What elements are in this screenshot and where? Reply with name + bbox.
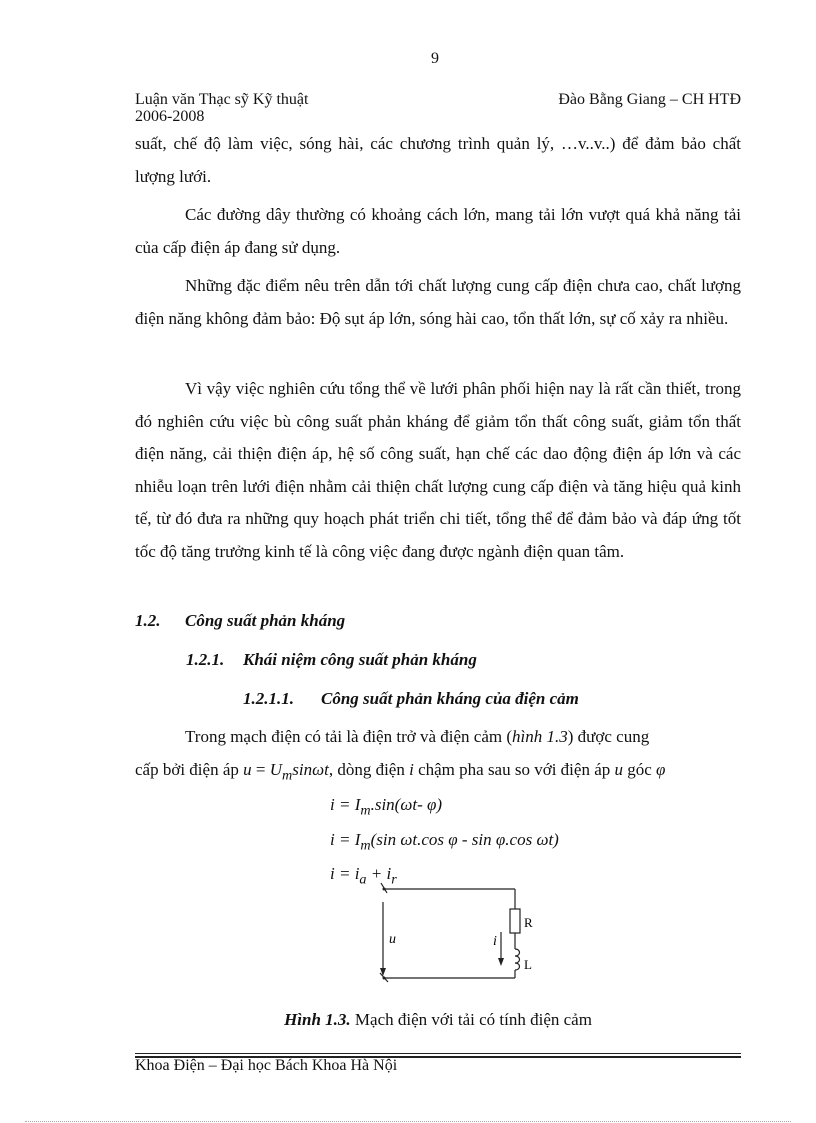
page-number: 9 [431, 50, 439, 67]
paragraph-1: suất, chế độ làm việc, sóng hài, các chương trình quản lý, …v..v..) để đảm bảo chất lượng lưới. [135, 134, 741, 186]
figure-caption: Hình 1.3. Mạch điện với tải có tính điện cảm [284, 1010, 592, 1029]
circuit-diagram [370, 880, 550, 990]
page-edge-dots [25, 1121, 791, 1122]
equation-2: $i = I_m(\sin$ ωt.cos φ - sin φ.cos ωt) [330, 830, 559, 854]
label-i: i [493, 934, 497, 949]
heading-1-2: 1.2. Công suất phản kháng [135, 611, 346, 630]
resistor-symbol [510, 909, 520, 933]
header-right: Đào Bằng Giang – CH HTĐ [558, 91, 741, 108]
paragraph-3: Những đặc điểm nêu trên dẫn tới chất lượng cung cấp điện chưa cao, chất lượng điện năng không đảm bảo: Độ sụt áp lớn, sóng hài cao, tổn thất lớn, sự cố xảy ra nhiều. [135, 276, 741, 328]
inductor-symbol [515, 949, 520, 970]
label-L: L [524, 957, 532, 972]
label-R: R [524, 915, 533, 930]
heading-1-2-1-1: 1.2.1.1. Công suất phản kháng của điện cảm [243, 689, 579, 708]
paragraph-2: Các đường dây thường có khoảng cách lớn, mang tải lớn vượt quá khả năng tải của cấp điện áp đang sử dụng. [135, 205, 741, 257]
header-years: 2006-2008 [135, 108, 205, 125]
footer-divider [135, 1053, 741, 1054]
paragraph-5: Trong mạch điện có tải là điện trở và điện cảm (hình 1.3) được cung cấp bởi điện áp $u = U_m\sin\omega t$, dòng điện i chậm pha sau so với điện áp u góc φ [135, 727, 666, 783]
heading-1-2-1: 1.2.1. Khái niệm công suất phản kháng [186, 650, 477, 669]
equation-1: $i = I_m.\sin(\omega t-$ φ) [330, 795, 443, 819]
equation-3: $i = i_a + i_r$ [330, 864, 397, 888]
paragraph-4: Vì vậy việc nghiên cứu tổng thể về lưới phân phối hiện nay là rất cần thiết, trong đó nghiên cứu việc bù công suất phản kháng để giảm tổn thất công suất, giảm tổn thất điện năng, cải thiện điện áp, hệ số công suất, hạn chế các dao động điện áp lớn và các nhiễu loạn trên lưới điện nhằm cải thiện chất lượng cung cấp điện và tăng hiệu quả kinh tế, từ đó đưa ra những quy hoạch phát triển chi tiết, tổng thể để đảm bảo và đáp ứng tốt tốc độ tăng trưởng kinh tế là công việc đang được ngành điện quan tâm. [135, 379, 741, 561]
header-left: Luận văn Thạc sỹ Kỹ thuật [135, 91, 309, 108]
footer-text: Khoa Điện – Đại học Bách Khoa Hà Nội [135, 1057, 398, 1074]
label-u: u [389, 932, 396, 947]
